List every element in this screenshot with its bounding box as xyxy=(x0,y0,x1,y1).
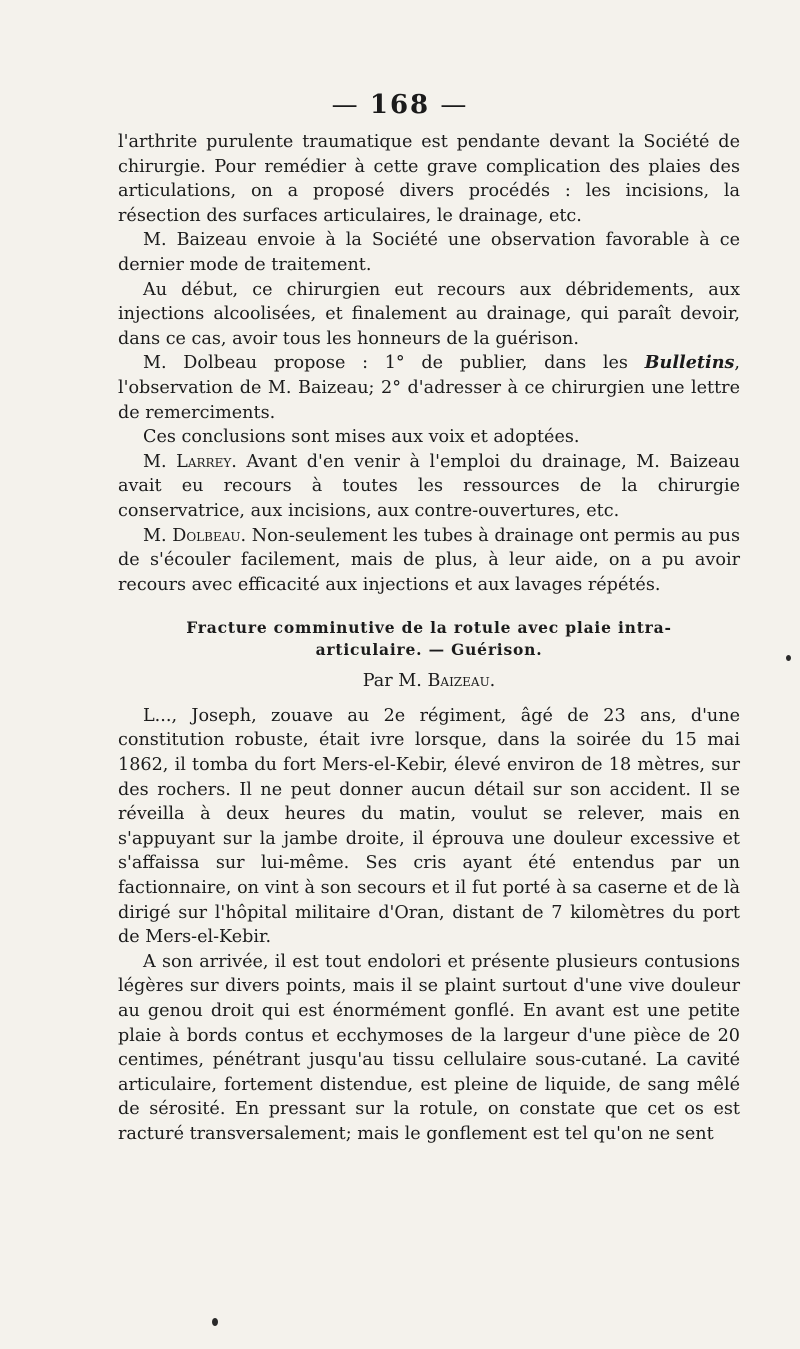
paragraph-5: Ces conclusions sont mises aux voix et adoptées. xyxy=(143,427,580,448)
section-heading xyxy=(118,617,740,661)
speaker-dolbeau: M. Dolbeau. xyxy=(143,525,247,546)
paragraph-1: l'arthrite purulente traumatique est pendante devant la Société de chirurgie. Pour remédier à cette grave complication des plaies des articulations, on a proposé divers procédés : les incisions, la résection des surfaces articulaires, le drainage, etc. xyxy=(118,132,740,226)
byline xyxy=(118,669,740,694)
body-text xyxy=(118,130,740,1147)
paragraph-7-text: Non-seulement les tubes à drainage ont permis au pus de s'écouler facilement, mais de plus, à leur aide, on a pu avoir recours avec efficacité aux injections et aux lavages répétés. xyxy=(118,525,740,595)
section-title-line-2: articulaire. — Guérison. xyxy=(315,640,543,660)
paragraph-4 xyxy=(118,351,740,425)
ink-speck-decoration xyxy=(786,655,791,661)
ink-speck-decoration xyxy=(212,1318,218,1326)
paragraph-7 xyxy=(118,524,740,598)
paragraph-3: Au début, ce chirurgien eut recours aux débridements, aux injections alcoolisées, et finalement au drainage, qui paraît devoir, dans ce cas, avoir tous les honneurs de la guérison. xyxy=(118,279,740,349)
case-paragraph-2: A son arrivée, il est tout endolori et présente plusieurs contusions légères sur divers points, mais il se plaint surtout d'une vive douleur au genou droit qui est énormément gonflé. En avant est une petite plaie à bords contus et ecchymoses de la largeur d'une pièce de 20 centimes, pénétrant jusqu'au tissu cellulaire sous-cutané. La cavité articulaire, fortement distendue, est pleine de liquide, de sang mêlé de sérosité. En pressant sur la rotule, on constate que cet os est racturé transversalement; mais le gonflement est tel qu'on ne sent xyxy=(118,951,740,1144)
byline-author: Baizeau. xyxy=(427,671,496,692)
paragraph-4-start: M. Dolbeau propose : 1° de publier, dans les xyxy=(143,353,645,374)
byline-prefix: Par M. xyxy=(362,671,428,692)
bulletins-italic: Bulletins xyxy=(644,352,735,374)
speaker-larrey: M. Larrey. xyxy=(143,451,237,472)
page-number: — 168 — xyxy=(331,90,469,120)
section-title-line-1: Fracture comminutive de la rotule avec plaie intra- xyxy=(186,618,672,638)
page-number-value: 168 xyxy=(369,90,431,120)
paragraph-6 xyxy=(118,450,740,524)
paragraph-6-text: Avant d'en venir à l'emploi du drainage, M. Baizeau avait eu recours à toutes les ressources de la chirurgie conservatrice, aux incisions, aux contre-ouvertures, etc. xyxy=(118,451,740,521)
paragraph-2: M. Baizeau envoie à la Société une observation favorable à ce dernier mode de traitement. xyxy=(118,230,740,275)
paragraph-4-end: , l'observation de M. Baizeau; 2° d'adresser à ce chirurgien une lettre de remerciments. xyxy=(118,353,740,423)
case-paragraph-1: L..., Joseph, zouave au 2e régiment, âgé de 23 ans, d'une constitution robuste, était ivre lorsque, dans la soirée du 15 mai 1862, il tomba du fort Mers-el-Kebir, élevé environ de 18 mètres, sur des rochers. Il ne peut donner aucun détail sur son accident. Il se réveilla à deux heures du matin, voulut se relever, mais en s'appuyant sur la jambe droite, il éprouva une douleur excessive et s'affaissa sur lui-même. Ses cris ayant été entendus par un factionnaire, on vint à son secours et il fut porté à sa caserne et de là dirigé sur l'hôpital militaire d'Oran, distant de 7 kilomètres du port de Mers-el-Kebir. xyxy=(118,705,740,948)
